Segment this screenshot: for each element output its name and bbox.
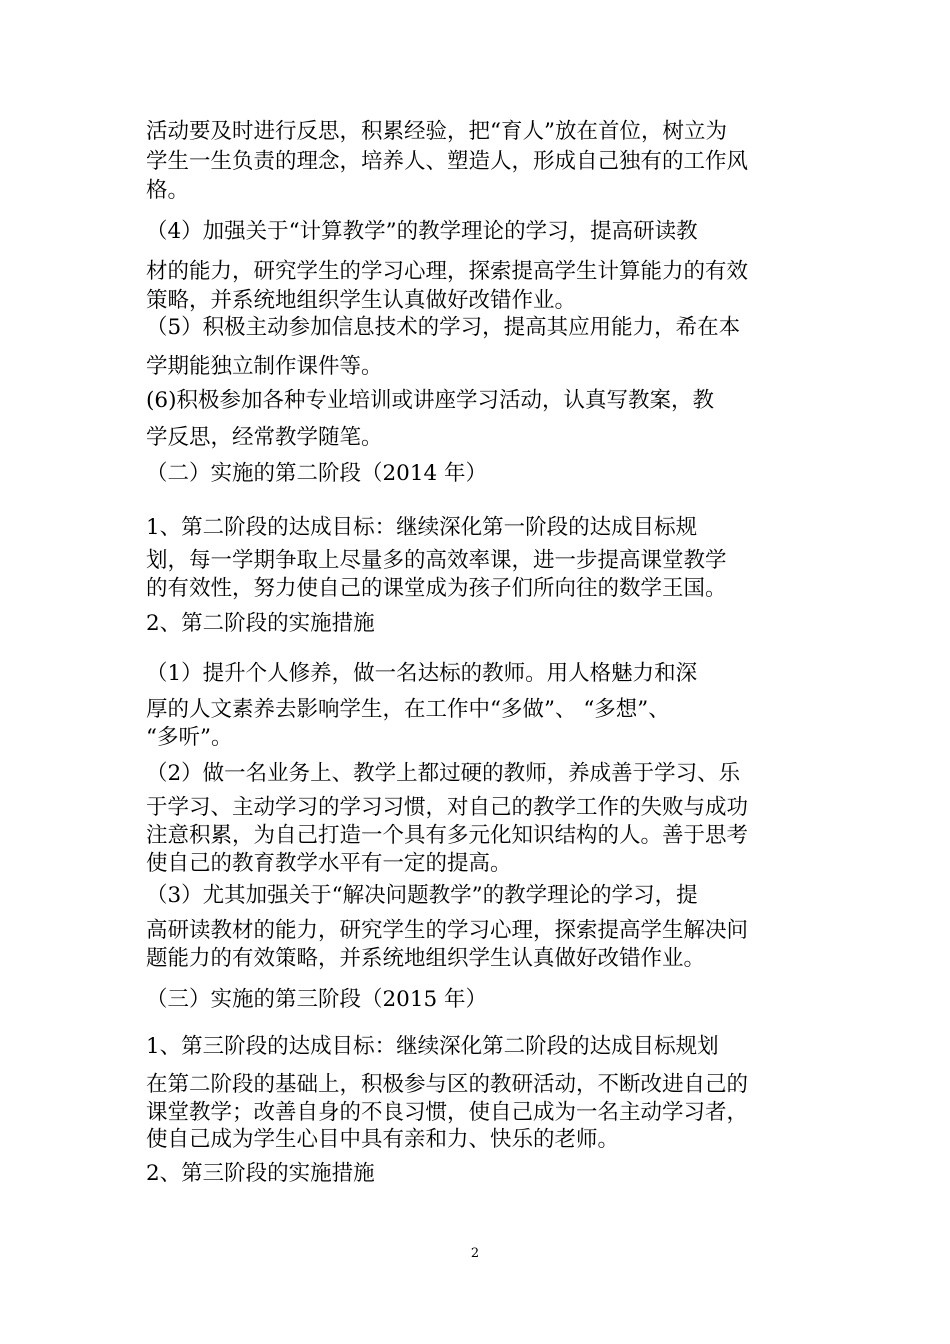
text-line: 在第二阶段的基础上，积极参与区的教研活动，不断改进自己的 [146,1072,749,1097]
text-line: 格。 [146,178,190,203]
text-line: 课堂教学；改善自身的不良习惯，使自己成为一名主动学习者， [146,1100,749,1125]
text-line: 1、第二阶段的达成目标：继续深化第一阶段的达成目标规 [146,515,698,540]
text-line: 划，每一学期争取上尽量多的高效率课，进一步提高课堂教学 [146,548,727,573]
text-line: （3）尤其加强关于“解决问题教学”的教学理论的学习，提 [146,883,698,908]
page-number: 2 [470,1246,480,1261]
text-line: 使自己成为学生心目中具有亲和力、快乐的老师。 [146,1127,620,1152]
text-line: 注意积累，为自己打造一个具有多元化知识结构的人。善于思考 [146,823,749,848]
text-line: “多听”。 [146,725,233,750]
text-line: （4）加强关于“计算教学”的教学理论的学习，提高研读教 [146,219,698,244]
text-line: 策略，并系统地组织学生认真做好改错作业。 [146,288,577,313]
section-heading: （二）实施的第二阶段（2014 年） [146,461,488,486]
text-line: 学生一生负责的理念，培养人、塑造人，形成自己独有的工作风 [146,149,749,174]
text-line: 的有效性，努力使自己的课堂成为孩子们所向往的数学王国。 [146,576,727,601]
subsection-heading: 2、第三阶段的实施措施 [146,1161,375,1186]
text-line: 于学习、主动学习的学习习惯，对自己的教学工作的失败与成功 [146,795,749,820]
text-line: （5）积极主动参加信息技术的学习，提高其应用能力，希在本 [146,315,741,340]
text-line: 厚的人文素养去影响学生，在工作中“多做”、 “多想”、 [146,697,670,722]
text-line: 材的能力，研究学生的学习心理，探索提高学生计算能力的有效 [146,259,749,284]
text-line: （1）提升个人修养，做一名达标的教师。用人格魅力和深 [146,661,698,686]
subsection-heading: 2、第二阶段的实施措施 [146,611,375,636]
section-heading: （三）实施的第三阶段（2015 年） [146,987,488,1012]
text-line: 1、第三阶段的达成目标：继续深化第二阶段的达成目标规划 [146,1034,719,1059]
text-line: （2）做一名业务上、教学上都过硬的教师，养成善于学习、乐 [146,761,741,786]
text-line: 使自己的教育教学水平有一定的提高。 [146,851,512,876]
text-line: 学反思，经常教学随笔。 [146,425,383,450]
text-line: 活动要及时进行反思，积累经验，把“育人”放在首位，树立为 [146,119,727,144]
text-line: 题能力的有效策略，并系统地组织学生认真做好改错作业。 [146,946,706,971]
text-line: 学期能独立制作课件等。 [146,354,383,379]
text-line: 高研读教材的能力，研究学生的学习心理，探索提高学生解决问 [146,918,749,943]
text-line: (6)积极参加各种专业培训或讲座学习活动，认真写教案，教 [146,388,714,413]
